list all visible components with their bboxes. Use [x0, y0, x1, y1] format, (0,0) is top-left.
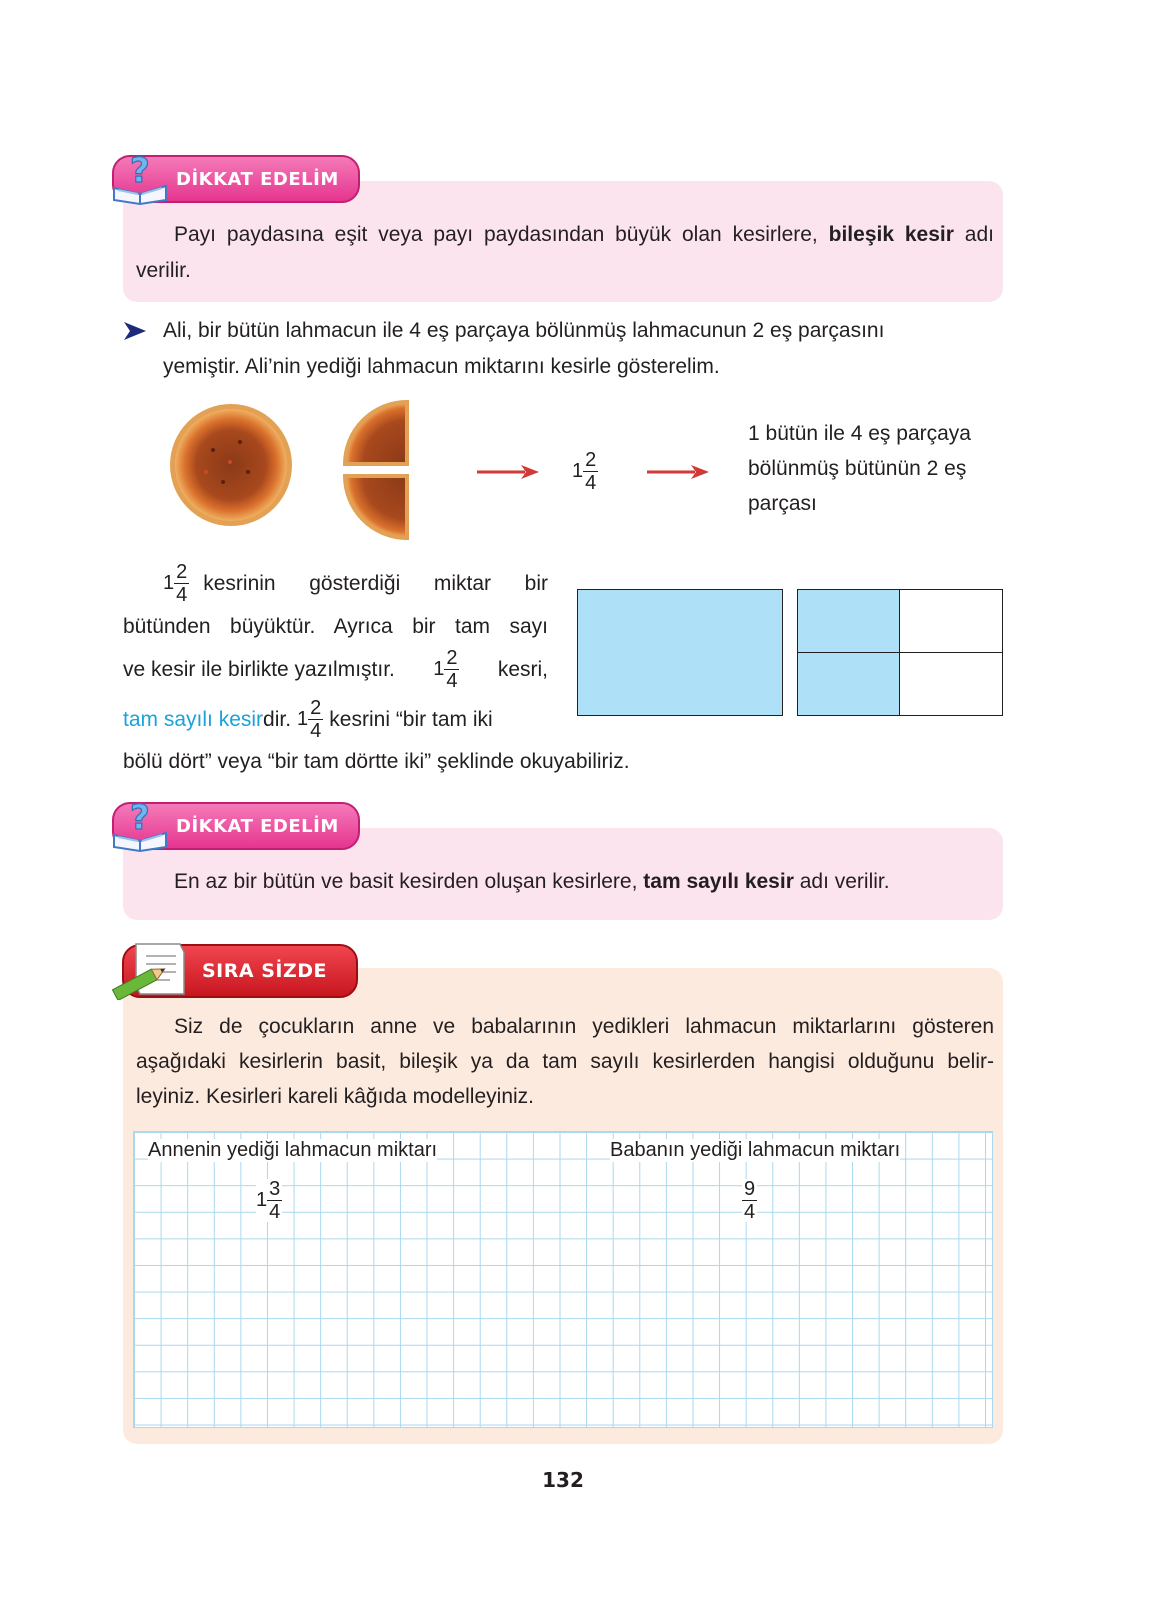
grid-right-label: Babanın yediği lahmacun miktarı	[610, 1139, 901, 1161]
mixed-fraction-1-2-4: 1 $\frac{2}{4}$	[572, 449, 597, 494]
example-line-1: Ali, bir bütün lahmacun ile 4 eş parçaya bölünmüş lahmacunun 2 eş parçasını	[163, 319, 885, 342]
body-line-4: tam sayılı kesir dir. 1 $\frac{2}{4}$ kesrini “bir tam iki	[123, 697, 493, 742]
graph-paper-grid[interactable]	[133, 1131, 993, 1428]
model-whole-rectangle	[577, 589, 783, 716]
term-tam-sayili-kesir: tam sayılı kesir	[123, 707, 264, 731]
term-bileşik-kesir: bileşik kesir	[828, 223, 954, 246]
quarter-empty-1	[900, 590, 1002, 653]
explain-line-2: bölünmüş bütünün 2 eş	[748, 457, 967, 480]
term-tam-sayili-kesir-bold: tam sayılı kesir	[643, 870, 794, 893]
activity-tag-label: SIRA SİZDE	[202, 960, 327, 982]
grid-right-fraction: $\frac{9}{4}$	[744, 1178, 756, 1223]
grid-left-fraction: 1 $\frac{3}{4}$	[256, 1178, 281, 1223]
activity-line-2: aşağıdaki kesirlerin basit, bileşik ya da tam sayılı kesirlerden hangisi olduğunu belir-	[136, 1050, 994, 1073]
note-text-1: Payı paydasına eşit veya payı paydasından büyük olan kesirlere, bileşik kesir adı verilir.	[136, 223, 994, 282]
arrow-bullet-icon	[123, 321, 147, 341]
svg-text:?: ?	[130, 151, 150, 191]
quarter-shaded-1	[798, 590, 900, 653]
quarter-lahmacun-pieces-image	[343, 400, 411, 540]
body-line-2: bütünden büyüktür. Ayrıca bir tam sayı	[123, 615, 548, 638]
body-line-5: bölü dört” veya “bir tam dörtte iki” şeklinde okuyabiliriz.	[123, 750, 630, 773]
whole-lahmacun-image	[168, 402, 294, 528]
activity-line-1: Siz de çocukların anne ve babalarının yedikleri lahmacun miktarlarını gösteren	[174, 1015, 994, 1038]
activity-line-3: leyiniz. Kesirleri kareli kâğıda modelleyiniz.	[136, 1085, 534, 1108]
note-tag-1-label: DİKKAT EDELİM	[176, 168, 339, 190]
note-tag-2-label: DİKKAT EDELİM	[176, 815, 339, 837]
book-question-icon	[108, 146, 174, 206]
arrow-right-icon-2	[645, 463, 711, 481]
grid-left-label: Annenin yediği lahmacun miktarı	[148, 1139, 438, 1161]
explain-line-3: parçası	[748, 492, 817, 515]
arrow-right-icon-1	[475, 463, 541, 481]
book-question-icon	[108, 793, 174, 853]
body-line-1: 1 $\frac{2}{4}$ kesrinin gösterdiği miktar bir	[163, 561, 548, 606]
body-line-3: ve kesir ile birlikte yazılmıştır. 1 $\frac{2}{4}$ kesri,	[123, 647, 548, 692]
svg-text:?: ?	[130, 798, 150, 838]
quarter-shaded-2	[798, 653, 900, 716]
note-text-2: En az bir bütün ve basit kesirden oluşan kesirlere, tam sayılı kesir adı verilir.	[174, 870, 890, 893]
model-quarters-rectangle	[797, 589, 1003, 716]
example-line-2: yemiştir. Ali’nin yediği lahmacun miktarını kesirle gösterelim.	[163, 355, 720, 378]
explain-line-1: 1 bütün ile 4 eş parçaya	[748, 422, 971, 445]
quarter-empty-2	[900, 653, 1002, 716]
page-number: 132	[542, 1468, 584, 1492]
pencil-paper-icon	[110, 938, 190, 1000]
